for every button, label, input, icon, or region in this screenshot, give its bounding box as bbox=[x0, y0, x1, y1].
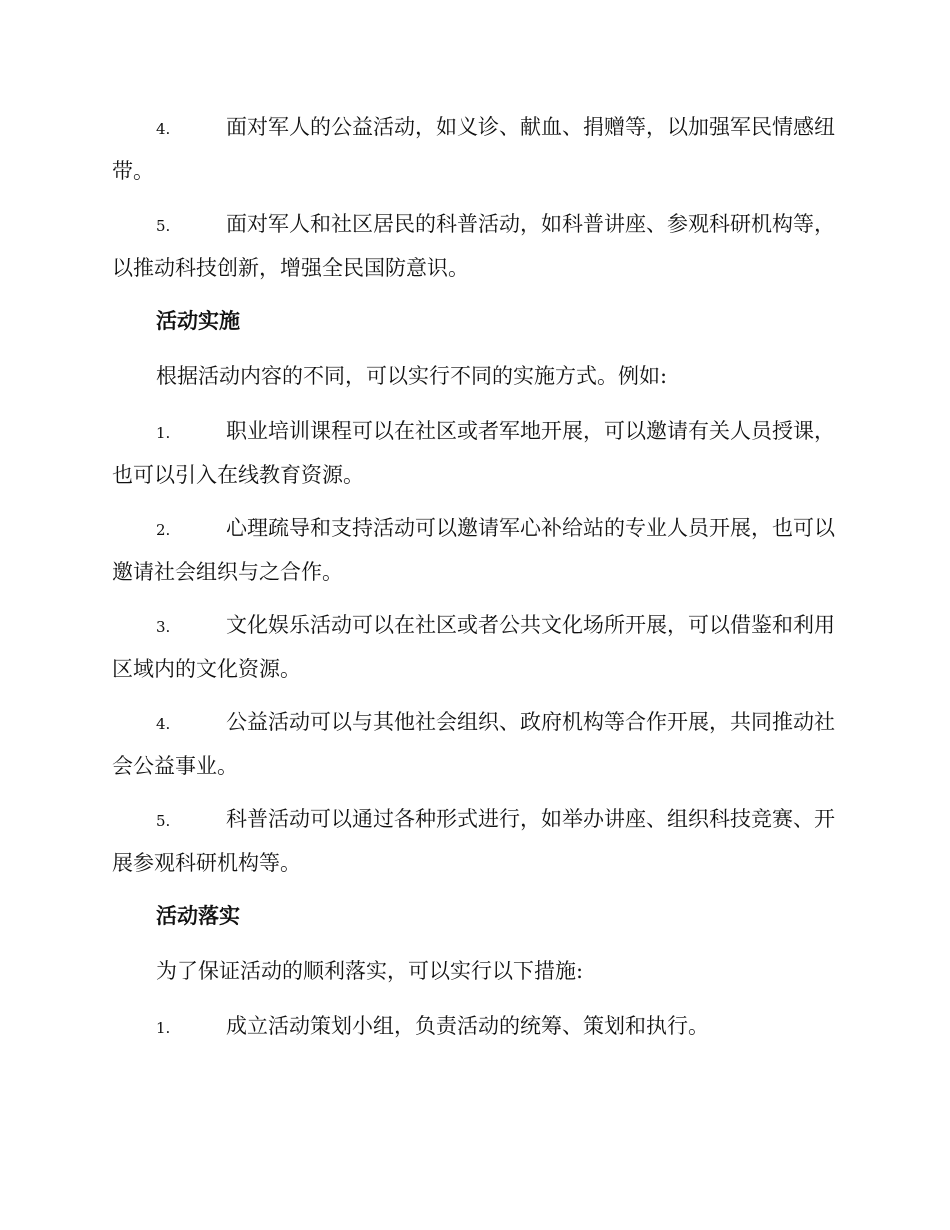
section-intro-implementation: 根据活动内容的不同，可以实行不同的实施方式。例如: bbox=[156, 364, 668, 388]
list-item bbox=[112, 604, 837, 690]
section-heading-execution: 活动落实 bbox=[156, 903, 240, 928]
list-item bbox=[112, 701, 837, 787]
list-item bbox=[112, 106, 837, 192]
list-item-text: 公益活动可以与其他社会组织、政府机构等合作开展，共同推动社会公益事业。 bbox=[112, 710, 835, 778]
list-item bbox=[112, 203, 837, 289]
list-item-text: 心理疏导和支持活动可以邀请军心补给站的专业人员开展，也可以邀请社会组织与之合作。 bbox=[112, 516, 835, 584]
list-item-text: 科普活动可以通过各种形式进行，如举办讲座、组织科技竞赛、开展参观科研机构等。 bbox=[112, 807, 835, 875]
list-item bbox=[112, 410, 837, 496]
list-item-text: 面对军人和社区居民的科普活动，如科普讲座、参观科研机构等，以推动科技创新，增强全民国防意识。 bbox=[112, 212, 835, 280]
list-item bbox=[112, 507, 837, 593]
list-item-text: 职业培训课程可以在社区或者军地开展，可以邀请有关人员授课，也可以引入在线教育资源。 bbox=[112, 419, 835, 487]
list-item-number: 1. bbox=[156, 424, 171, 442]
list-item-text: 文化娱乐活动可以在社区或者公共文化场所开展，可以借鉴和利用区域内的文化资源。 bbox=[112, 613, 835, 681]
list-item-number: 4. bbox=[156, 120, 171, 138]
list-item-number: 3. bbox=[156, 618, 171, 636]
section-intro-execution: 为了保证活动的顺利落实，可以实行以下措施: bbox=[156, 959, 584, 983]
list-item-number: 4. bbox=[156, 715, 171, 733]
list-item-text: 成立活动策划小组，负责活动的统筹、策划和执行。 bbox=[226, 1014, 709, 1038]
list-item-number: 5. bbox=[156, 812, 171, 830]
list-item-number: 1. bbox=[156, 1019, 171, 1037]
list-item bbox=[112, 1005, 837, 1049]
list-item bbox=[112, 798, 837, 884]
list-item-number: 5. bbox=[156, 217, 171, 235]
list-item-number: 2. bbox=[156, 521, 171, 539]
section-heading-implementation: 活动实施 bbox=[156, 308, 240, 333]
list-item-text: 面对军人的公益活动，如义诊、献血、捐赠等，以加强军民情感纽带。 bbox=[112, 115, 835, 183]
